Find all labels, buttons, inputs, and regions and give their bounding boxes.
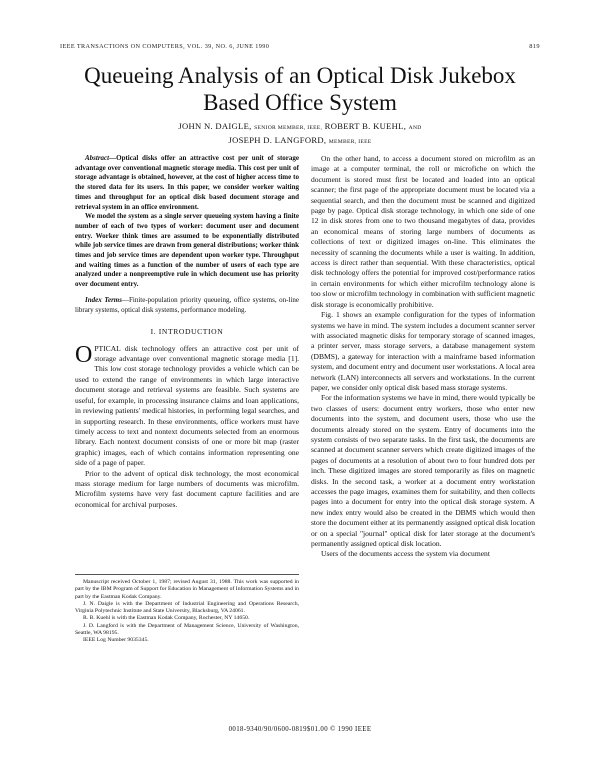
index-terms-label: Index Terms bbox=[85, 295, 122, 304]
body-paragraph: OPTICAL disk technology offers an attractive cost per unit of storage advantage over conventional magnetic storage media [1]. This low cost storage technology provides a vehicle which can be used to extend the range of environments in which large interactive document storage and retrieval systems are feasible. Such systems are useful, for example, in processing insurance claims and loan applications, in reviewing patients' medical histories, in performing legal searches, and in supporting research. In these environments, office workers must have timely access to text and nontext documents selected from an enormous library. Each nontext document consists of one or more bit map (raster graphic) images, each of which contains information representing one side of a page of paper. bbox=[75, 341, 299, 468]
abstract-label: Abstract bbox=[85, 154, 110, 162]
body-paragraph: For the information systems we have in mind, there would typically be two classes of users: document entry workers, those who enter new documents into the system, and document users, those who use the documents already stored on the system. Entry of documents into the system consists of two separate tasks. In the first task, the documents are scanned at document scanner servers which create digitized images of the pages of documents at a resolution of about two to four hundred dots per inch. These digitized images are stored temporarily as files on magnetic disks. In the second task, a worker at a document entry workstation accesses the page images, examines them for suitability, and then collects pages into a document for entry into the optical disk storage system. A new index entry would also be created in the DBMS which would then store the document either at its permanently assigned optical disk location or on a special "journal" optical disk for later storage at the document's permanently assigned optical disk location. bbox=[311, 393, 535, 549]
left-column bbox=[75, 154, 299, 510]
paper-title bbox=[40, 62, 560, 116]
author-conjunction: AND bbox=[408, 125, 422, 131]
footnote: Manuscript received October 1, 1987; revised August 31, 1988. This work was supported in part by the IBM Program of Support for Education in Management of Information Systems and in part by the Eastman Kodak Company. bbox=[75, 579, 299, 600]
footnote: J. D. Langford is with the Department of Management Science, University of Washington, Seattle, WA 98195. bbox=[75, 622, 299, 637]
abstract-paragraph: Abstract—Optical disks offer an attractive cost per unit of storage advantage over conventional magnetic storage media. This cost per unit of storage advantage is obtained, however, at the cost of higher access time to the stored data for its users. In this paper, we consider worker waiting times and throughput for an optical disk based document storage and retrieval system in an office environment. bbox=[75, 154, 299, 211]
section-heading: I. INTRODUCTION bbox=[150, 327, 224, 337]
running-head bbox=[60, 43, 540, 50]
body-paragraph: On the other hand, to access a document stored on microfilm as an image at a computer terminal, the roll or microfiche on which the document is stored must first be located and loaded into an optical scanner; the first page of the appropriate document must be located via a sequential search, and then the document must be scanned and digitized page by page. Optical disk storage technology, in which one side of one 12 in disk stores from one to two thousand megabytes of data, provides an economical means of storing large numbers of documents as collections of text or digitized images on-line. This eliminates the necessity of scanning the documents while a user is waiting. In addition, access is direct rather than sequential. With these characteristics, optical disk technology offers the potential for improved cost/performance ratios in certain environments for which either microfilm technology alone is too slow or microfilm technology in combination with sufficient magnetic disk storage is economically prohibitive. bbox=[311, 154, 535, 309]
footnote: IEEE Log Number 9035345. bbox=[83, 637, 149, 644]
author-line-2 bbox=[60, 134, 540, 148]
footnote: J. N. Daigle is with the Department of Industrial Engineering and Operations Research, Virginia Polytechnic Institute and State University, Blacksburg, VA 24061. bbox=[75, 600, 299, 615]
author-line-1 bbox=[60, 120, 540, 134]
abstract-paragraph: We model the system as a single server queueing system having a finite number of each of two types of worker: document user and document entry. Worker think times are assumed to be exponentially distributed while job service times are drawn from general distributions; worker think times and job service times are dependent upon worker type. Throughput and waiting times as a function of the number of users of each type are analyzed under a nonpreemptive rule in which document use has priority over document entry. bbox=[75, 212, 299, 289]
author-name: ROBERT B. KUEHL, bbox=[324, 121, 407, 131]
title-line-2: Based Office System bbox=[203, 90, 397, 115]
copyright-line: 0018-9340/90/0600-0819$01.00 © 1990 IEEE bbox=[228, 726, 372, 733]
right-column bbox=[311, 154, 535, 560]
author-grade: SENIOR MEMBER, IEEE, bbox=[254, 125, 323, 131]
body-paragraph: Prior to the advent of optical disk technology, the most economical mass storage medium for large numbers of documents was microfilm. Microfilm systems have very fast document capture facilities and are economical for archival purposes. bbox=[75, 468, 299, 509]
footnote: R. B. Kuehl is with the Eastman Kodak Company, Rochester, NY 14650. bbox=[83, 615, 250, 622]
page-number: 819 bbox=[529, 43, 540, 50]
abstract bbox=[75, 154, 299, 315]
author-grade: MEMBER, IEEE bbox=[328, 139, 372, 145]
index-terms: Index Terms—Finite-population priority queueing, office systems, on-line library systems, optical disk systems, performance modeling. bbox=[75, 295, 300, 314]
footnotes bbox=[75, 574, 299, 645]
drop-cap: O bbox=[75, 341, 93, 368]
author-name: JOHN N. DAIGLE, bbox=[178, 121, 252, 131]
title-line-1: Queueing Analysis of an Optical Disk Jukebox bbox=[84, 63, 516, 88]
journal-citation: IEEE TRANSACTIONS ON COMPUTERS, VOL. 39, NO. 6, JUNE 1990 bbox=[60, 43, 270, 50]
author-block bbox=[60, 120, 540, 148]
author-name: JOSEPH D. LANGFORD, bbox=[228, 135, 327, 145]
body-paragraph: Fig. 1 shows an example configuration for the types of information systems we have in mind. The system includes a document scanner server with associated magnetic disks for temporary storage of scanned images, a printer server, mass storage servers, a database management system (DBMS), a gateway for interaction with a mainframe based information system, and document entry and document user workstations. A local area network (LAN) interconnects all servers and workstations. In the current paper, we consider only optical disk based mass storage systems. bbox=[311, 310, 535, 392]
body-paragraph: Users of the documents access the system via document bbox=[321, 549, 490, 559]
